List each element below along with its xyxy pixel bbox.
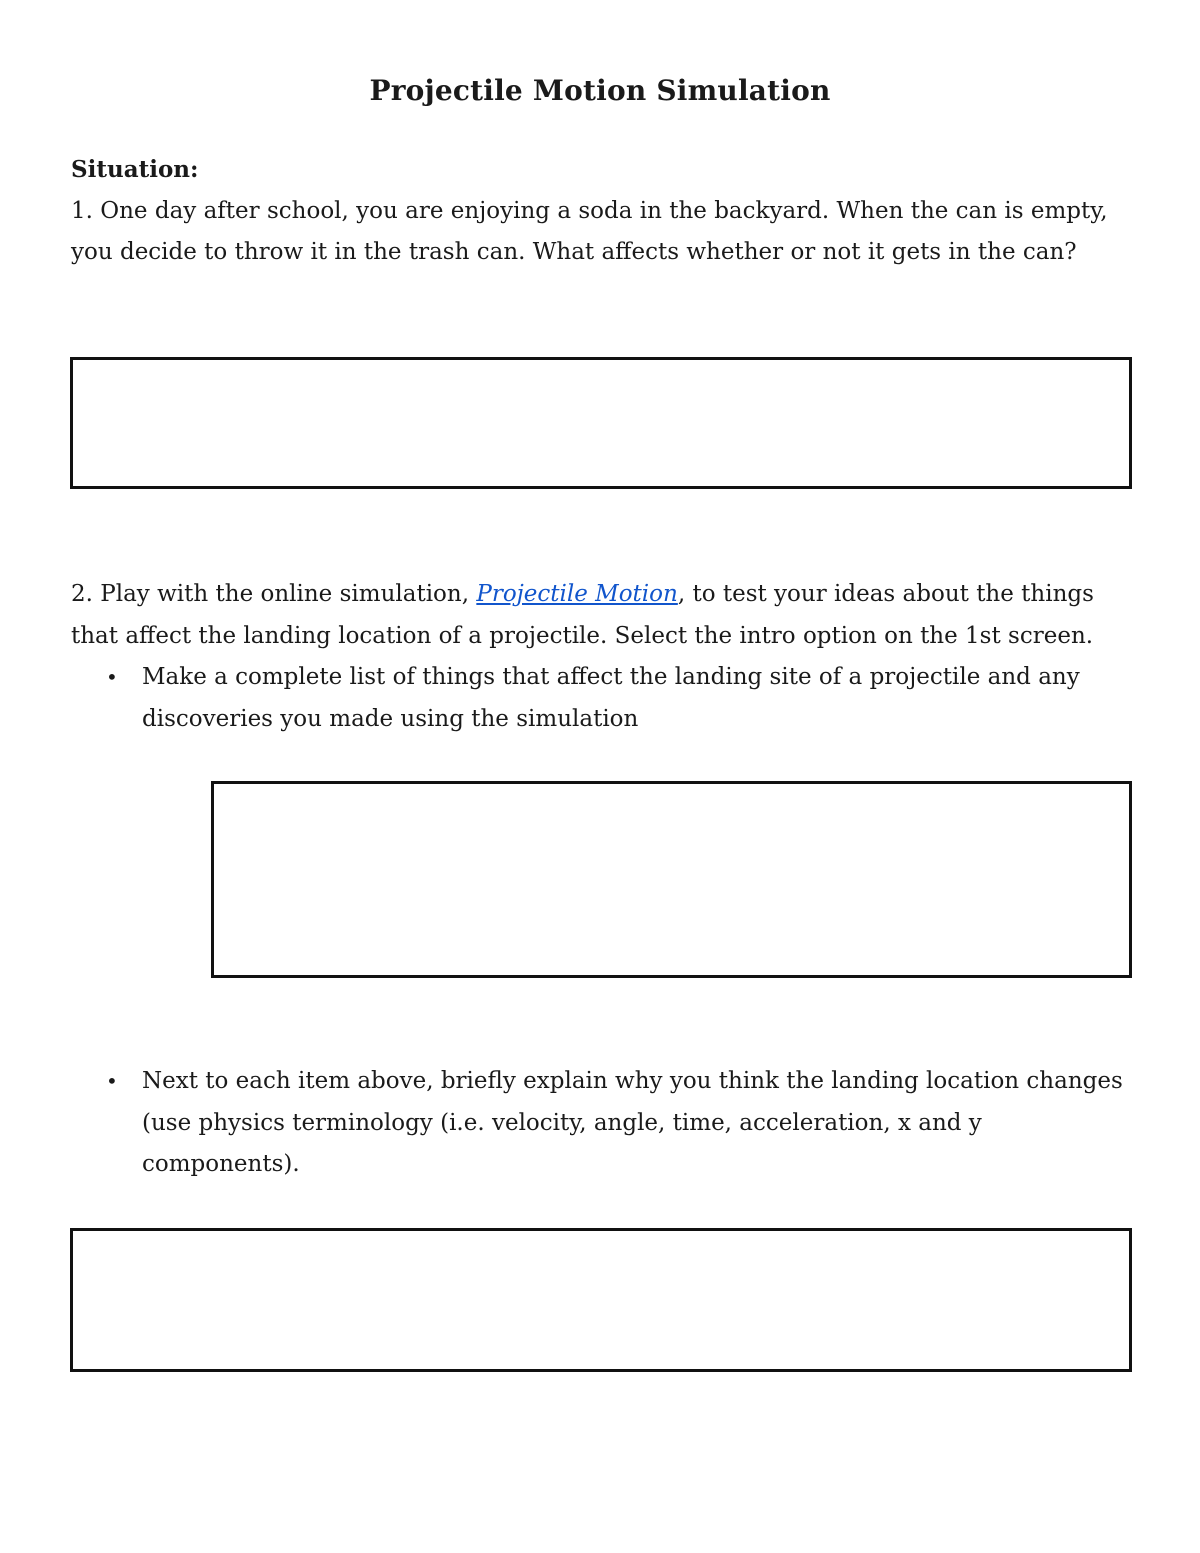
answer-box-3[interactable] <box>70 1228 1132 1372</box>
bullet-text-2: Next to each item above, briefly explain why you think the landing location changes (use physics terminology (i.e. velocity, angle, time, acceleration, x and y components). <box>142 1068 1123 1177</box>
question-1-text: 1. One day after school, you are enjoying a soda in the backyard. When the can is empty, you decide to throw it in the trash can. What affects whether or not it gets in the can? <box>71 197 1108 265</box>
question-2-block <box>71 574 1131 657</box>
bullet-item-1 <box>106 657 1131 740</box>
bullet-icon: • <box>106 1069 118 1093</box>
page-title: Projectile Motion Simulation <box>369 74 831 107</box>
bullet-text-1: Make a complete list of things that affect the landing site of a projectile and any discoveries you made using the simulation <box>142 664 1080 732</box>
question-2-prefix: 2. Play with the online simulation, <box>71 581 477 607</box>
answer-box-2[interactable] <box>211 781 1132 978</box>
answer-box-1[interactable] <box>70 357 1132 489</box>
question-2-suffix: , to test your ideas about the things that affect the landing location of a projectile. Select the intro option on the 1st screen. <box>71 581 1094 649</box>
bullet-icon: • <box>106 665 118 689</box>
bullet-item-2 <box>106 1061 1131 1186</box>
situation-label: Situation: <box>71 156 199 183</box>
projectile-motion-link[interactable]: Projectile Motion <box>476 581 678 607</box>
question-1-block <box>71 149 1131 274</box>
